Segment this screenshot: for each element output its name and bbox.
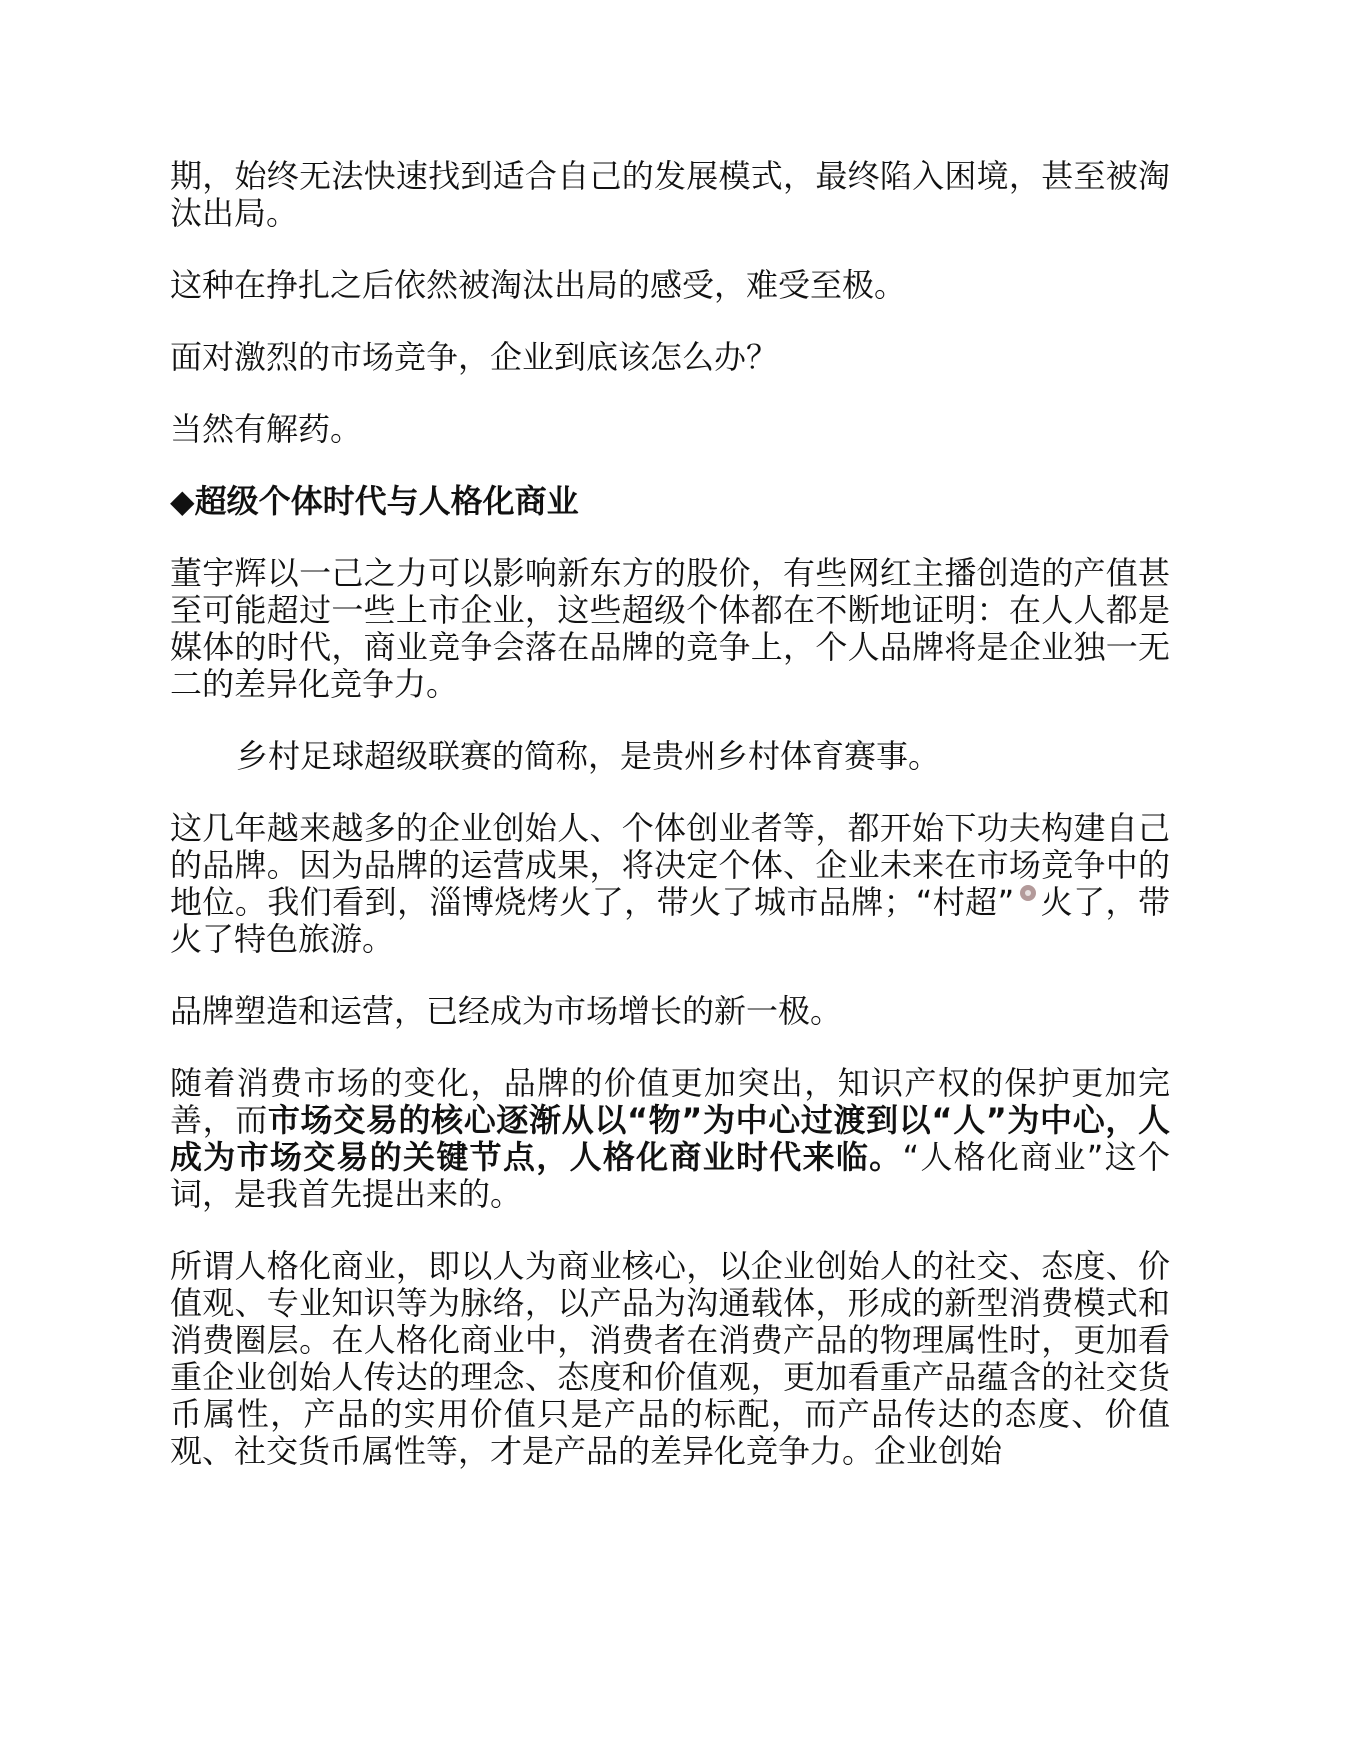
paragraph-8-text-b: “人格化商业”这个词，是我首先提出来的。 [170,1138,1170,1213]
paragraph-8-text-a: 随着消费市场的变化，品牌的价值更加突出，知识产权的保护更加完善，而 [170,1064,1170,1139]
paragraph-1: 期，始终无法快速找到适合自己的发展模式，最终陷入困境，甚至被淘汰出局。 [170,157,1170,232]
paragraph-4: 当然有解药。 [170,410,363,448]
paragraph-6 [170,810,1170,958]
paragraph-6-text-a: 这几年越来越多的企业创始人、个体创业者等，都开始下功夫构建自己的品牌。因为品牌的运营成果，将决定个体、企业未来在市场竞争中的地位。我们看到，淄博烧烤火了，带火了城市品牌；“村超” [170,809,1170,921]
paragraph-8-bold: 市场交易的核心逐渐从以“物”为中心过渡到以“人”为中心，人成为市场交易的关键节点，人格化商业时代来临。 [170,1101,1170,1176]
paragraph-5: 董宇辉以一己之力可以影响新东方的股价，有些网红主播创造的产值甚至可能超过一些上市企业，这些超级个体都在不断地证明：在人人都是媒体的时代，商业竞争会落在品牌的竞争上，个人品牌将是企业独一无二的差异化竞争力。 [170,554,1170,703]
paragraph-6-text-b: 火了，带火了特色旅游。 [170,883,1170,958]
paragraph-9: 所谓人格化商业，即以人为商业核心，以企业创始人的社交、态度、价值观、专业知识等为脉络，以产品为沟通载体，形成的新型消费模式和消费圈层。在人格化商业中，消费者在消费产品的物理属性时，更加看重企业创始人传达的理念、态度和价值观，更加看重产品蕴含的社交货币属性，产品的实用价值只是产品的标配，而产品传达的态度、价值观、社交货币属性等，才是产品的差异化竞争力。企业创始 [170,1247,1170,1470]
paragraph-3: 面对激烈的市场竞争，企业到底该怎么办？ [170,338,779,376]
section-heading: ◆超级个体时代与人格化商业 [170,482,579,520]
paragraph-7: 品牌塑造和运营，已经成为市场增长的新一极。 [170,992,843,1030]
document-page [170,158,1170,1505]
paragraph-2: 这种在挣扎之后依然被淘汰出局的感受，难受至极。 [170,266,907,304]
footnote-marker-icon[interactable] [1020,885,1036,901]
paragraph-8 [170,1065,1170,1213]
footnote-text: 乡村足球超级联赛的简称，是贵州乡村体育赛事。 [236,737,941,775]
